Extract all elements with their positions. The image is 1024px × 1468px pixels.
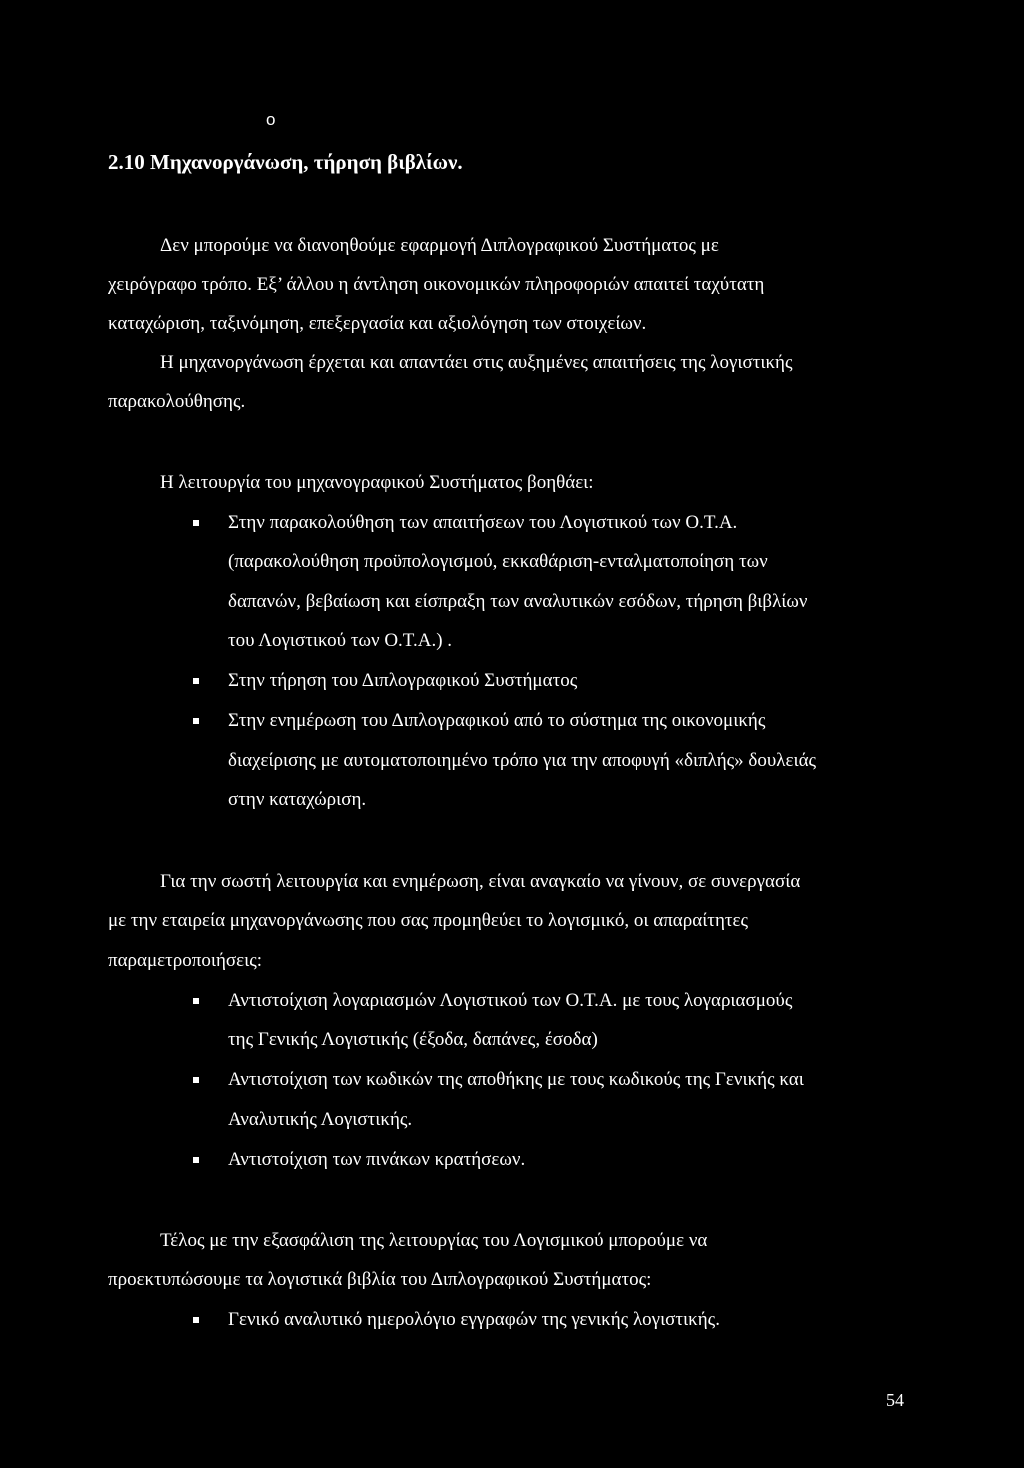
section-heading: 2.10 Μηχανοργάνωση, τήρηση βιβλίων. (108, 150, 463, 174)
intro-line: χειρόγραφο τρόπο. Εξ’ άλλου η άντληση οικονομικών πληροφοριών απαιτεί ταχύτατη (108, 274, 765, 295)
intro-line: Δεν μπορούμε να διανοηθούμε εφαρμογή Διπλογραφικού Συστήματος με (160, 235, 719, 256)
list-item: Αντιστοίχιση των κωδικών της αποθήκης με τους κωδικούς της Γενικής και (228, 1069, 804, 1090)
list-item: (παρακολούθηση προϋπολογισμού, εκκαθάριση-ενταλματοποίηση των (228, 551, 768, 572)
list-item: της Γενικής Λογιστικής (έξοδα, δαπάνες, έσοδα) (228, 1029, 598, 1050)
page-number: 54 (886, 1390, 904, 1410)
intro-line: Η μηχανοργάνωση έρχεται και απαντάει στις αυξημένες απαιτήσεις της λογιστικής (160, 352, 793, 373)
list-item: Γενικό αναλυτικό ημερολόγιο εγγραφών της γενικής λογιστικής. (228, 1309, 720, 1330)
setup-line: Για την σωστή λειτουργία και ενημέρωση, είναι αναγκαίο να γίνουν, σε συνεργασία (160, 871, 801, 892)
list-item: Αναλυτικής Λογιστικής. (228, 1109, 413, 1130)
bullet-icon (193, 1077, 199, 1083)
list-item: Στην παρακολούθηση των απαιτήσεων του Λογιστικού των Ο.Τ.Α. (228, 512, 738, 533)
bullet-icon (193, 678, 199, 684)
bullet-icon (193, 998, 199, 1004)
intro-line: καταχώριση, ταξινόμηση, επεξεργασία και αξιολόγηση των στοιχείων. (108, 313, 647, 334)
list-marker: o (266, 110, 276, 129)
functions-lead: Η λειτουργία του μηχανογραφικού Συστήματος βοηθάει: (160, 472, 594, 493)
bullet-icon (193, 1317, 199, 1323)
list-item: Αντιστοίχιση των πινάκων κρατήσεων. (228, 1149, 526, 1170)
list-item: δαπανών, βεβαίωση και είσπραξη των αναλυτικών εσόδων, τήρηση βιβλίων (228, 591, 808, 612)
bullet-icon (193, 520, 199, 526)
list-item: διαχείρισης με αυτοματοποιημένο τρόπο για την αποφυγή «διπλής» δουλειάς (228, 750, 817, 771)
list-item: Στην τήρηση του Διπλογραφικού Συστήματος (228, 670, 578, 691)
setup-line: με την εταιρεία μηχανοργάνωσης που σας προμηθεύει το λογισμικό, οι απαραίτητες (108, 910, 749, 931)
bullet-icon (193, 1157, 199, 1163)
closing-line: Τέλος με την εξασφάλιση της λειτουργίας του Λογισμικού μπορούμε να (160, 1230, 708, 1251)
list-item: στην καταχώριση. (228, 789, 367, 810)
list-item: Αντιστοίχιση λογαριασμών Λογιστικού των Ο.Τ.Α. με τους λογαριασμούς (228, 990, 793, 1011)
bullet-icon (193, 718, 199, 724)
list-item: Στην ενημέρωση του Διπλογραφικού από το σύστημα της οικονομικής (228, 710, 766, 731)
list-item: του Λογιστικού των Ο.Τ.Α.) . (228, 630, 453, 651)
closing-line: προεκτυπώσουμε τα λογιστικά βιβλία του Διπλογραφικού Συστήματος: (108, 1269, 652, 1290)
setup-line: παραμετροποιήσεις: (108, 950, 263, 971)
intro-line: παρακολούθησης. (108, 391, 246, 412)
